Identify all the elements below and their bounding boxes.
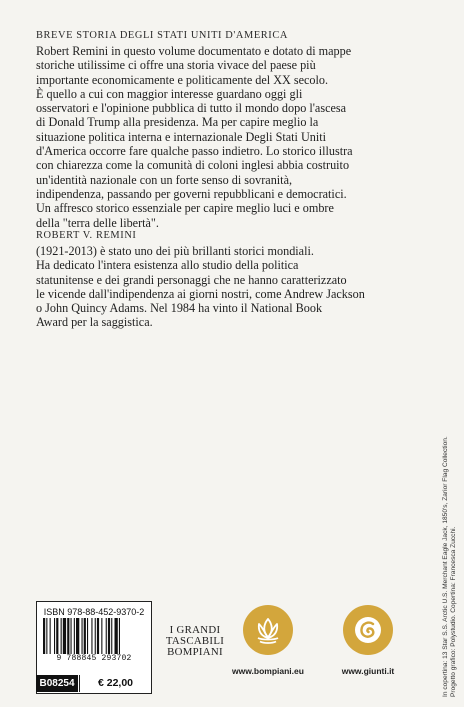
synopsis-line: situazione politica interna e internazionale Degli Stati Uniti bbox=[36, 129, 327, 144]
author-line: le vicende dall'indipendenza ai giorni nostri, come Andrew Jackson bbox=[36, 286, 365, 301]
barcode-stripe bbox=[97, 618, 99, 654]
series-line: TASCABILI bbox=[165, 635, 225, 647]
barcode-stripe bbox=[63, 618, 66, 654]
series-line: BOMPIANI bbox=[167, 646, 223, 658]
barcode-stripe bbox=[46, 618, 47, 654]
swirl-icon bbox=[343, 605, 393, 655]
synopsis-line: importante economicamente e politicamente del XX secolo. bbox=[36, 72, 329, 87]
barcode-stripe bbox=[56, 618, 58, 654]
synopsis-line: Un affresco storico essenziale per capire meglio luci e ombre bbox=[36, 201, 334, 216]
price-label: € 22,00 bbox=[79, 675, 151, 692]
synopsis-heading: BREVE STORIA DEGLI STATI UNITI D'AMERICA bbox=[36, 30, 288, 41]
credits-line: In copertina: 13 Star S.S. Arctic U.S. Merchant Eagle Jack, 1850's, Zarior Flag Collection. bbox=[442, 436, 449, 697]
synopsis-line: indipendenza, passando per governi repubblicani e democratici. bbox=[36, 186, 347, 201]
bompiani-logo bbox=[243, 605, 293, 655]
barcode-stripe bbox=[71, 618, 72, 654]
barcode-stripe bbox=[95, 618, 96, 654]
barcode-stripe bbox=[84, 618, 86, 654]
author-line: (1921-2013) è stato uno dei più brillanti storici mondiali. bbox=[36, 244, 314, 258]
giunti-url: www.giunti.it bbox=[341, 666, 395, 676]
barcode-stripe bbox=[67, 618, 69, 654]
synopsis-line: con chiarezza come la comunità di coloni inglesi abbia costruito bbox=[36, 158, 350, 173]
series-line: I GRANDI bbox=[169, 624, 221, 636]
barcode-bars bbox=[43, 618, 145, 654]
synopsis-line: È quello a cui con maggior interesse guardano oggi gli bbox=[36, 86, 303, 101]
giunti-logo bbox=[343, 605, 393, 655]
synopsis-line: di Donald Trump alla presidenza. Ma per capire meglio la bbox=[36, 115, 319, 130]
synopsis-line: osservatori e l'opinione pubblica di tutto il mondo dopo l'ascesa bbox=[36, 101, 347, 116]
cover-credits bbox=[442, 367, 458, 697]
author-line: o John Quincy Adams. Nel 1984 ha vinto il National Book bbox=[36, 301, 323, 316]
synopsis-line: storiche utilissime ci offre una storia vivace del paese più bbox=[36, 58, 316, 73]
lotus-icon bbox=[243, 605, 293, 655]
author-bio bbox=[36, 244, 421, 330]
synopsis-text bbox=[36, 44, 421, 230]
barcode-stripe bbox=[111, 618, 112, 654]
author-line: Award per la saggistica. bbox=[36, 315, 153, 330]
synopsis-line: della "terra delle libertà". bbox=[36, 215, 159, 230]
synopsis-line: un'identità nazionale con un forte senso di sovranità, bbox=[36, 172, 293, 187]
barcode-stripe bbox=[106, 618, 107, 654]
barcode-stripe bbox=[87, 618, 88, 654]
barcode-stripe bbox=[119, 618, 120, 654]
author-heading: ROBERT V. REMINI bbox=[36, 230, 137, 241]
synopsis-line: Robert Remini in questo volume documentato e dotato di mappe bbox=[36, 44, 352, 58]
series-logo bbox=[156, 625, 234, 658]
barcode-stripe bbox=[74, 618, 75, 654]
product-code: B08254 bbox=[36, 675, 78, 692]
barcode-stripe bbox=[76, 618, 79, 654]
barcode-stripe bbox=[54, 618, 55, 654]
barcode-stripe bbox=[101, 618, 102, 654]
barcode-stripe bbox=[50, 618, 51, 654]
barcode-stripe bbox=[108, 618, 110, 654]
barcode-stripe bbox=[43, 618, 45, 654]
author-line: statunitense e dei grandi personaggi che ne hanno caratterizzato bbox=[36, 272, 347, 287]
credits-line: Progetto grafico: Polystudio. Copertina: Francesca Zucchi. bbox=[450, 526, 457, 697]
author-line: Ha dedicato l'intera esistenza allo studio della politica bbox=[36, 258, 299, 273]
barcode-digits: 9 788845 293702 bbox=[56, 654, 132, 663]
bompiani-url: www.bompiani.eu bbox=[232, 666, 304, 676]
isbn-text: ISBN 978-88-452-9370-2 bbox=[43, 607, 145, 617]
synopsis-line: d'America occorre fare qualche passo indietro. Lo storico illustra bbox=[36, 144, 353, 159]
barcode-stripe bbox=[82, 618, 83, 654]
barcode-stripe bbox=[115, 618, 118, 654]
barcode-stripe bbox=[91, 618, 92, 654]
barcode-stripe bbox=[61, 618, 62, 654]
